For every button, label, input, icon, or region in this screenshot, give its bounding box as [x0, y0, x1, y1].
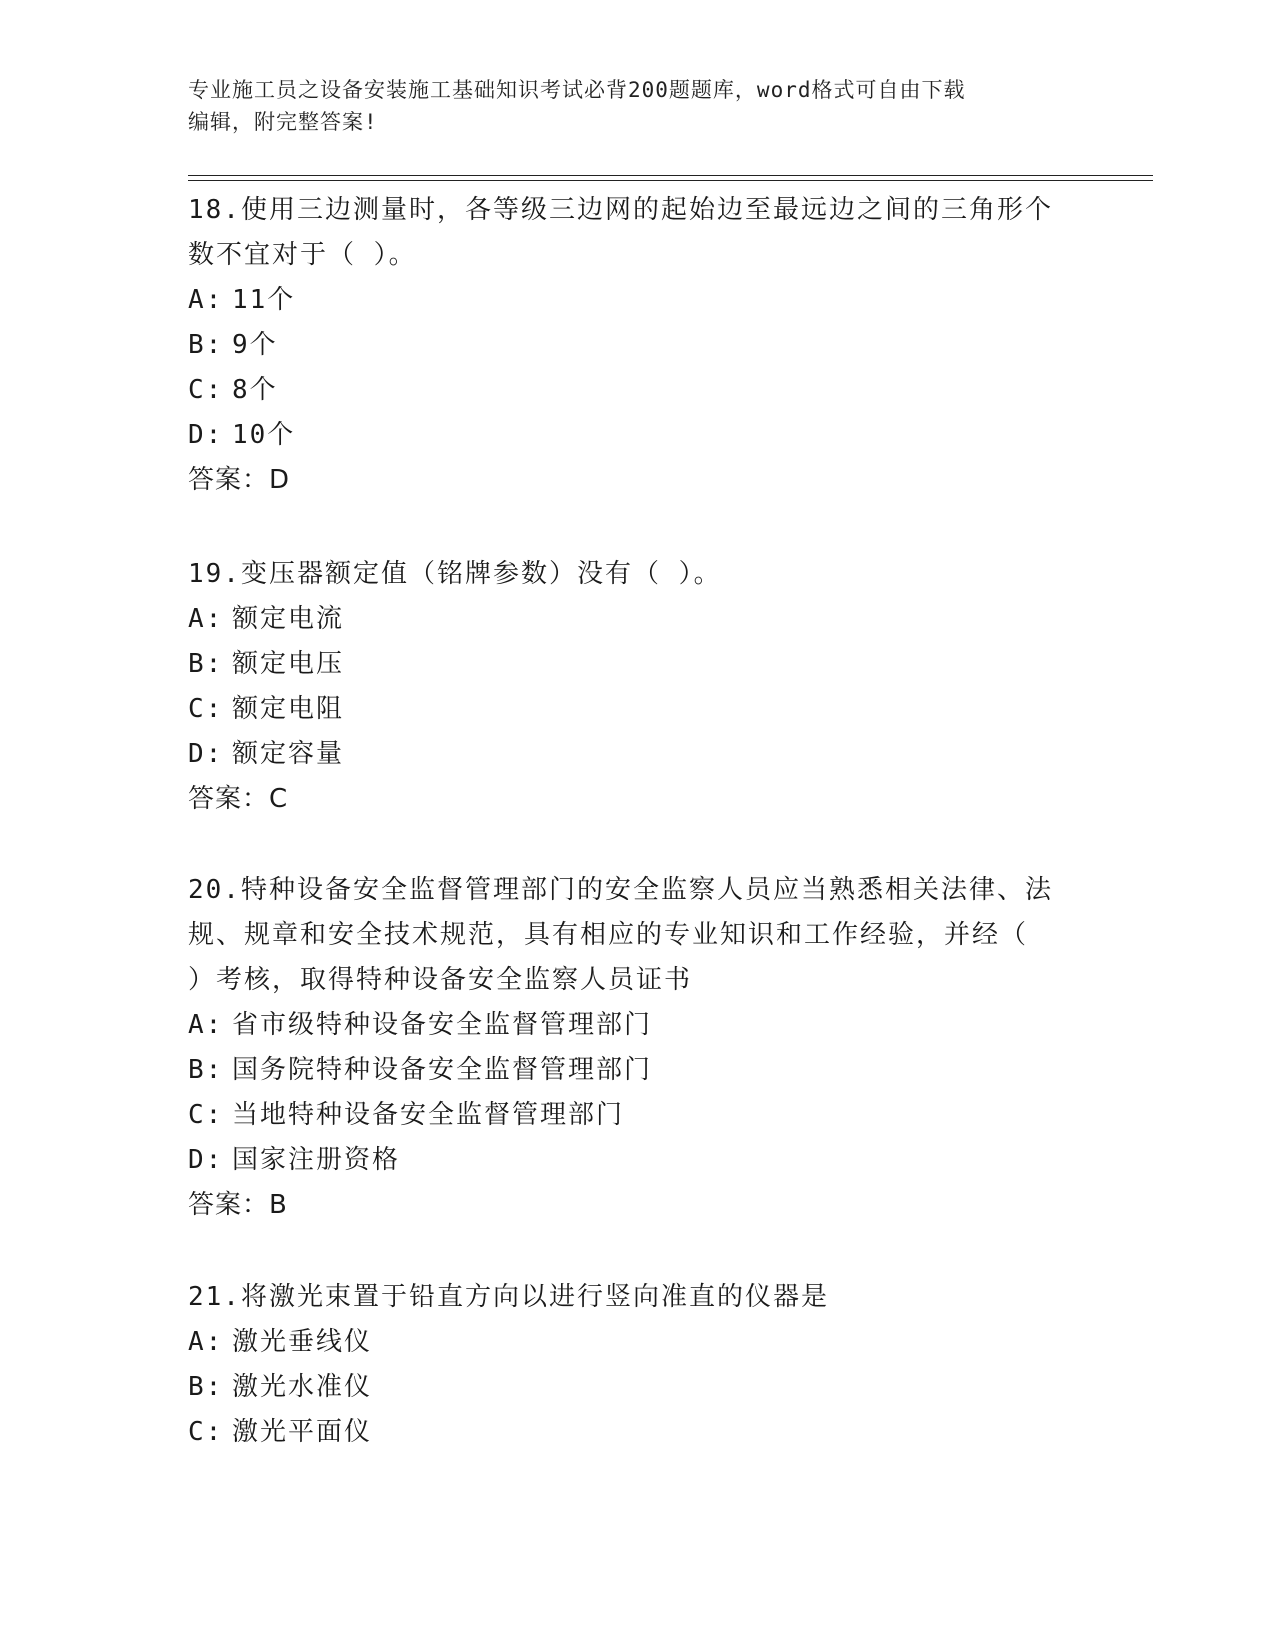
option-b — [188, 1365, 1088, 1410]
option-text: 10个 — [232, 420, 296, 450]
option-c — [188, 687, 1088, 732]
option-b — [188, 642, 1088, 687]
header-rule-top — [188, 175, 1153, 176]
option-letter: C: — [188, 694, 224, 724]
question-stem-line: 18.使用三边测量时，各等级三边网的起始边至最远边之间的三角形个 — [188, 195, 1053, 225]
option-text: 激光垂线仪 — [232, 1327, 373, 1357]
option-d — [188, 732, 1088, 777]
question-18 — [188, 188, 1088, 503]
option-a — [188, 1003, 1088, 1048]
question-stem-line: 21.将激光束置于铅直方向以进行竖向准直的仪器是 — [188, 1282, 829, 1312]
option-letter: B: — [188, 1055, 224, 1085]
header-rule-bottom — [188, 180, 1153, 181]
option-letter: D: — [188, 739, 224, 769]
option-text: 省市级特种设备安全监督管理部门 — [232, 1010, 653, 1040]
answer-line: 答案：D — [188, 465, 291, 495]
option-text: 国家注册资格 — [232, 1145, 401, 1175]
option-b — [188, 323, 1088, 368]
option-c — [188, 368, 1088, 413]
option-b — [188, 1048, 1088, 1093]
question-stem-line: 数不宜对于（ ）。 — [188, 240, 417, 270]
question-stem-line: 规、规章和安全技术规范，具有相应的专业知识和工作经验，并经（ — [188, 920, 1029, 950]
option-letter: C: — [188, 375, 224, 405]
option-text: 8个 — [232, 375, 278, 405]
answer-line: 答案：B — [188, 1190, 288, 1220]
document-header — [188, 74, 1068, 138]
option-text: 额定容量 — [232, 739, 345, 769]
question-19 — [188, 552, 1088, 822]
option-letter: D: — [188, 420, 224, 450]
question-20 — [188, 868, 1088, 1228]
option-d — [188, 1138, 1088, 1183]
question-stem-line: 19.变压器额定值（铭牌参数）没有（ ）。 — [188, 559, 722, 589]
answer-line: 答案：C — [188, 784, 289, 814]
question-21 — [188, 1275, 1088, 1455]
option-letter: A: — [188, 1327, 224, 1357]
option-text: 额定电阻 — [232, 694, 345, 724]
question-stem-line: 20.特种设备安全监督管理部门的安全监察人员应当熟悉相关法律、法 — [188, 875, 1053, 905]
option-d — [188, 413, 1088, 458]
option-letter: A: — [188, 1010, 224, 1040]
option-text: 激光水准仪 — [232, 1372, 373, 1402]
option-a — [188, 278, 1088, 323]
option-c — [188, 1093, 1088, 1138]
header-line-1: 专业施工员之设备安装施工基础知识考试必背200题题库，word格式可自由下载 — [188, 78, 966, 102]
option-a — [188, 1320, 1088, 1365]
option-text: 额定电流 — [232, 604, 345, 634]
option-letter: A: — [188, 604, 224, 634]
option-letter: C: — [188, 1417, 224, 1447]
option-text: 11个 — [232, 285, 296, 315]
option-letter: B: — [188, 649, 224, 679]
option-letter: B: — [188, 330, 224, 360]
option-letter: B: — [188, 1372, 224, 1402]
option-letter: A: — [188, 285, 224, 315]
option-text: 9个 — [232, 330, 278, 360]
option-letter: D: — [188, 1145, 224, 1175]
question-stem-line: ）考核，取得特种设备安全监察人员证书 — [188, 965, 693, 995]
header-line-2: 编辑，附完整答案! — [188, 110, 378, 134]
option-text: 当地特种设备安全监督管理部门 — [232, 1100, 625, 1130]
option-a — [188, 597, 1088, 642]
option-c — [188, 1410, 1088, 1455]
option-text: 额定电压 — [232, 649, 345, 679]
option-letter: C: — [188, 1100, 224, 1130]
option-text: 激光平面仪 — [232, 1417, 373, 1447]
option-text: 国务院特种设备安全监督管理部门 — [232, 1055, 653, 1085]
